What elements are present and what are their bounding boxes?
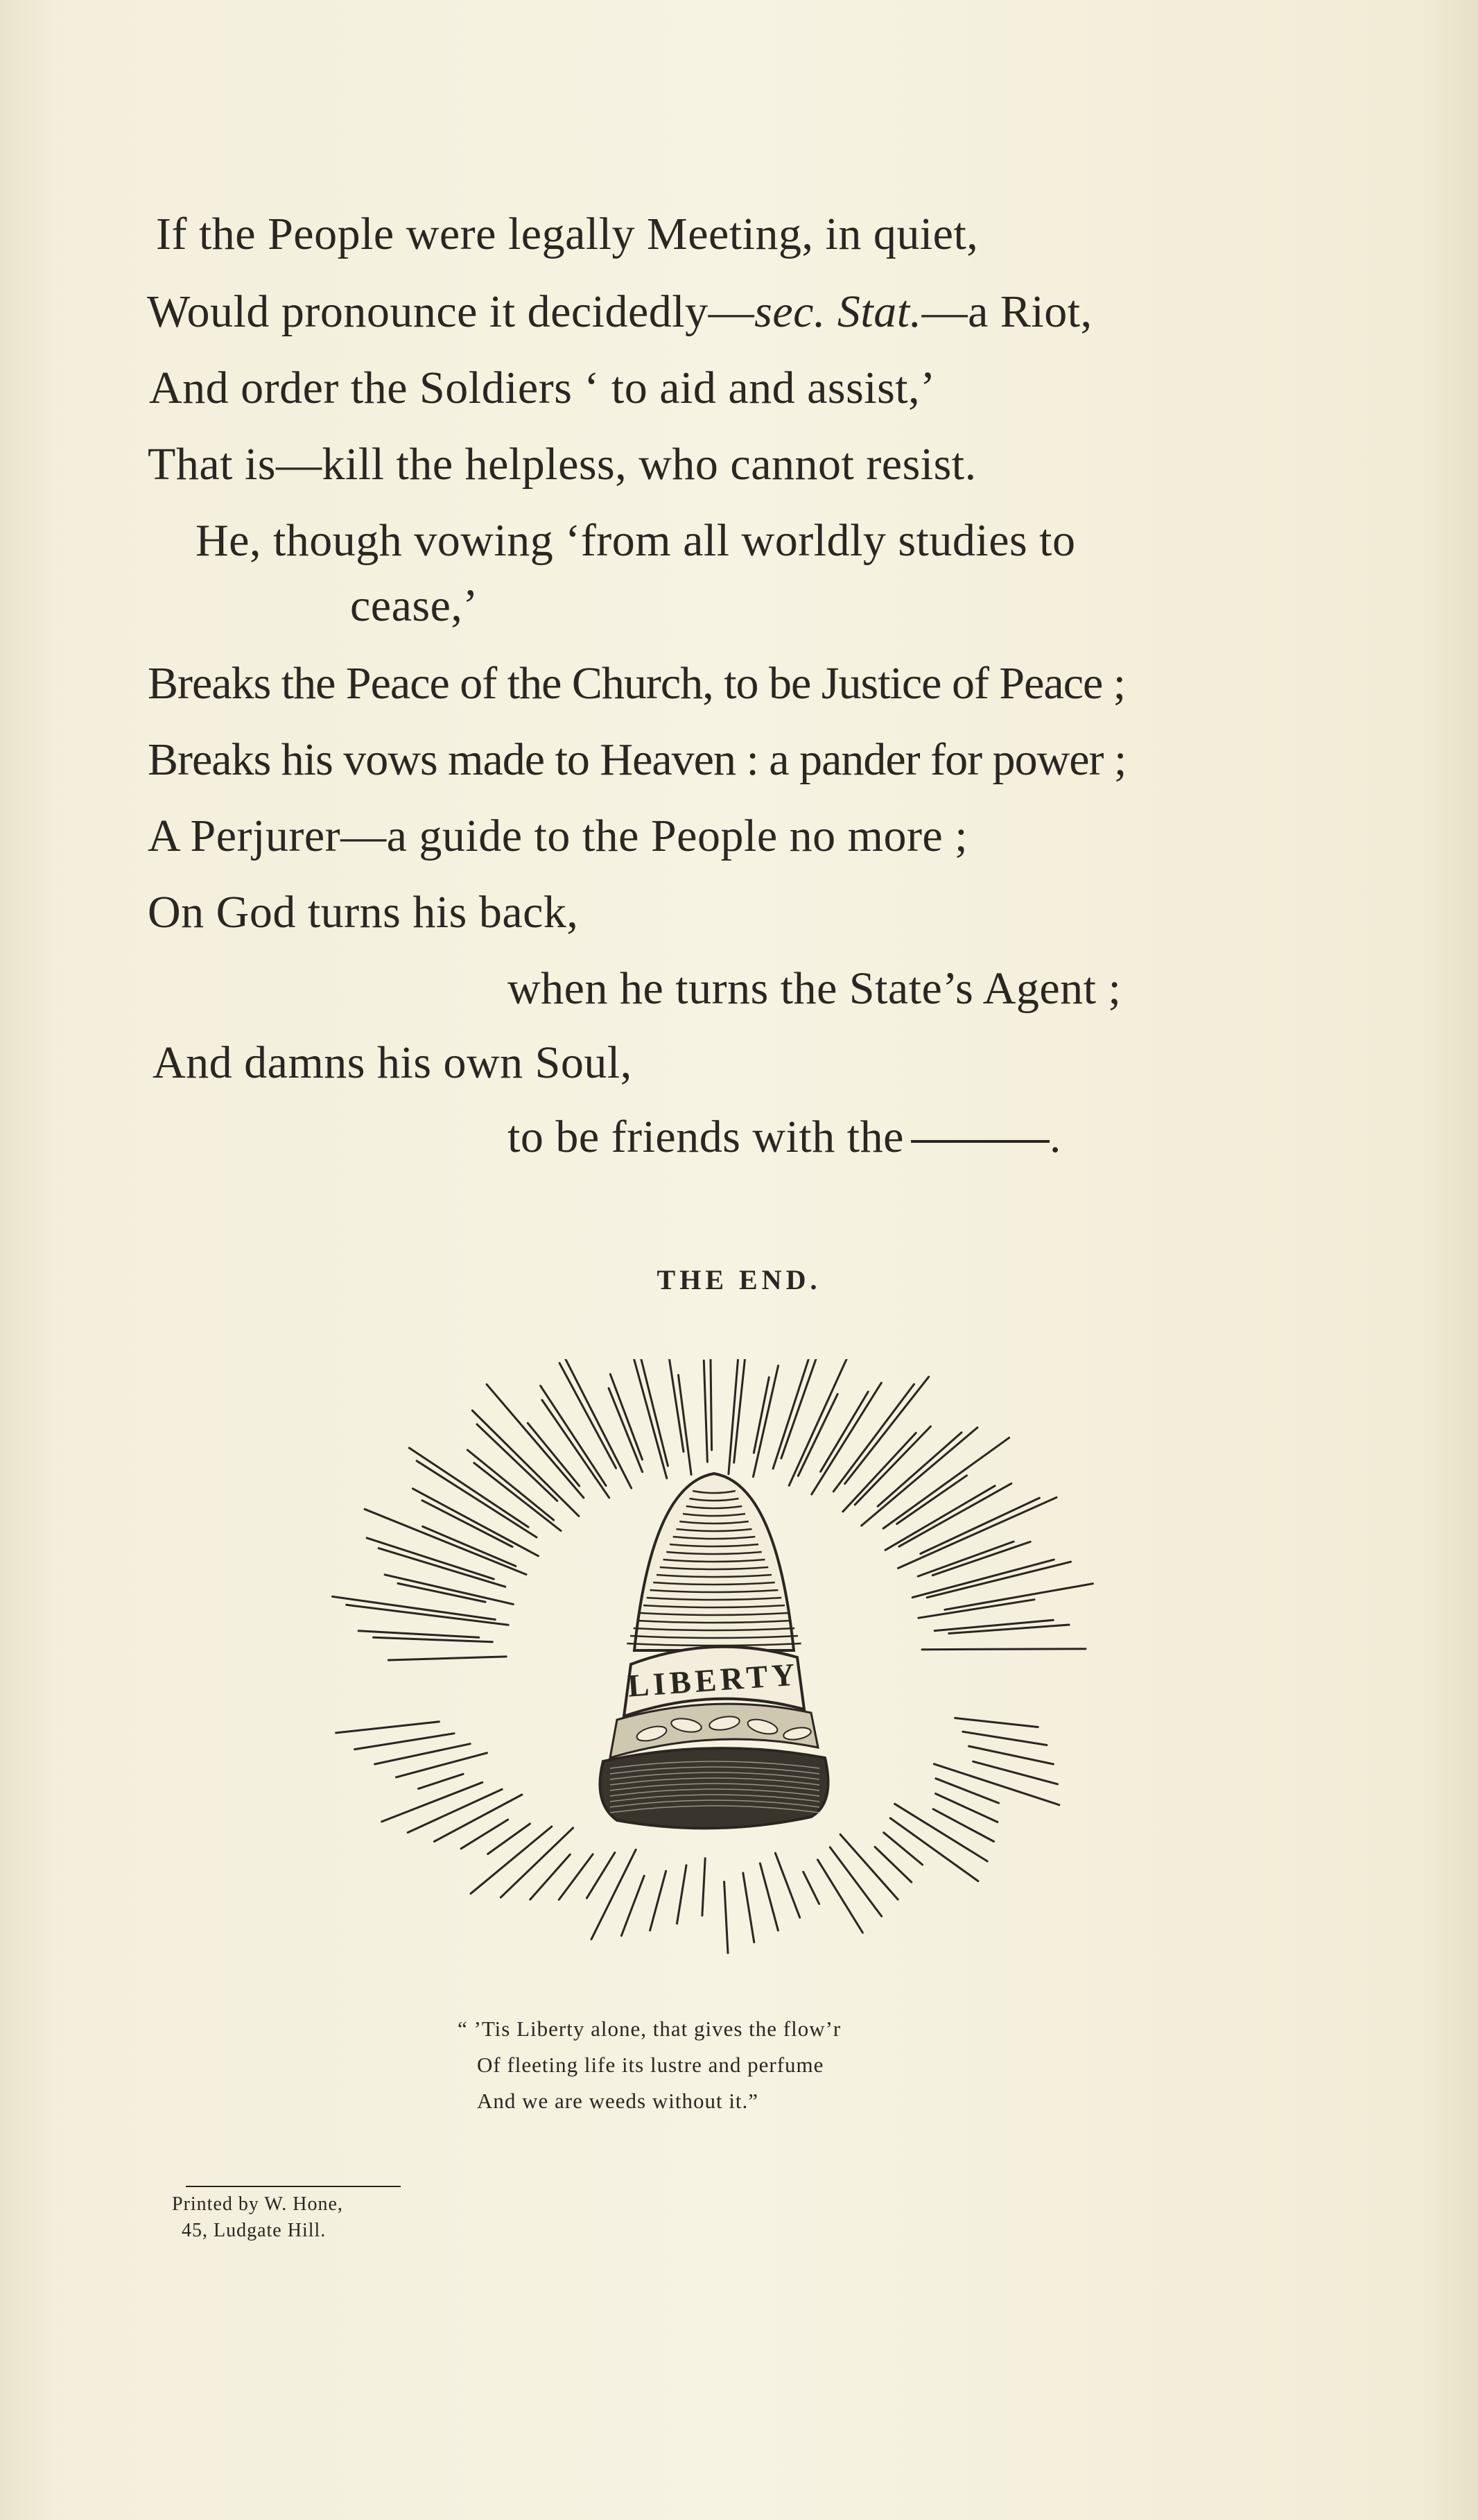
ray-stroke [419,1774,464,1788]
liberty-cap-engraving [326,1359,1102,1983]
poem-line-13-text: to be friends with the [507,1112,904,1162]
ray-stroke [586,1853,615,1899]
ray-stroke [833,1384,914,1492]
quote-line-2: Of fleeting life its lustre and perfume [477,2053,824,2077]
ray-stroke [408,1789,502,1832]
ray-stroke [845,1376,929,1483]
poem-line-1: If the People were legally Meeting, in quiet, [156,209,979,259]
epigraph-quote [458,2011,1012,2119]
ray-stroke [559,1363,616,1469]
ray-stroke [621,1876,644,1935]
ray-stroke [336,1722,440,1733]
ray-stroke [650,1871,666,1931]
ray-stroke [367,1538,494,1579]
ray-stroke [812,1383,882,1494]
ray-stroke [702,1858,705,1916]
ray-stroke [969,1746,1054,1764]
poem-line-8: Breaks his vows made to Heaven : a pander for power ; [148,734,1127,785]
poem-line-9: A Perjurer—a guide to the People no more ; [148,811,968,861]
ray-stroke [704,1361,707,1462]
imprint-line-2: 45, Ludgate Hill. [182,2220,327,2241]
ray-stroke [417,1461,537,1537]
poem-line-10: On God turns his back, [148,887,579,938]
ray-stroke [664,1359,684,1451]
ray-stroke [711,1359,712,1450]
ray-stroke [358,1631,479,1638]
poem-line-4: That is—kill the helpless, who cannot resist. [148,439,977,490]
imprint-rule [186,2186,401,2187]
ray-stroke [388,1657,506,1660]
ray-stroke [885,1486,995,1551]
poem-line-2 [147,286,1093,338]
ray-stroke [355,1734,454,1750]
blank-dash [911,1140,1050,1143]
ray-stroke [409,1448,528,1527]
poem-line-5: He, though vowing ‘from all worldly studies to [195,515,1076,566]
ray-stroke [333,1596,496,1619]
printer-imprint [172,2191,421,2244]
ray-stroke [591,1849,636,1939]
poem-line-2-part-a: Would pronounce it decidedly— [147,286,755,337]
ray-stroke [949,1625,1069,1634]
ray-stroke [743,1873,754,1942]
poem-line-2-citation: sec. Stat. [754,286,922,337]
ray-stroke [818,1860,863,1933]
quote-line-1: “ ’Tis Liberty alone, that gives the flow’r [458,2017,842,2041]
ray-stroke [919,1600,1034,1619]
ray-stroke [724,1882,728,1953]
ray-stroke [934,1620,1053,1630]
ray-stroke [541,1386,607,1485]
ray-stroke [609,1388,643,1472]
ray-stroke [435,1795,522,1842]
ray-stroke [821,1392,869,1472]
ray-stroke [789,1359,853,1485]
poem-line-7: Breaks the Peace of the Church, to be Justice of Peace ; [148,658,1126,709]
imprint-line-1: Printed by W. Hone, [172,2193,343,2215]
poem-line-6: cease,’ [350,580,478,631]
ray-stroke [803,1872,819,1904]
ray-stroke [382,1782,482,1822]
ray-stroke [963,1732,1047,1745]
poem-line-3: And order the Soldiers ‘ to aid and assist,’ [149,363,936,413]
ray-stroke [398,1583,485,1602]
poem-line-11: when he turns the State’s Agent ; [507,963,1122,1014]
ray-stroke [862,1428,977,1526]
poem-line-2-part-c: —a Riot, [921,286,1093,337]
ray-stroke [830,1847,881,1917]
quote-line-3: And we are weeds without it.” [477,2089,759,2113]
ray-stroke [754,1365,779,1476]
ray-stroke [912,1560,1054,1598]
liberty-cap-icon [600,1474,828,1828]
ray-stroke [897,1476,967,1524]
poem-line-12: And damns his own Soul, [153,1037,632,1088]
the-end-heading: THE END. [657,1264,821,1295]
poem-line-13-end: . [1049,1112,1061,1162]
ray-stroke [840,1834,898,1899]
ray-stroke [775,1853,799,1917]
ray-stroke [610,1374,642,1460]
ray-stroke [347,1605,508,1625]
ray-stroke [918,1542,1014,1576]
ray-stroke [922,1649,1086,1650]
ray-stroke [955,1718,1038,1727]
ray-stroke [933,1809,993,1842]
cap-label: LIBERTY [626,1656,801,1704]
ray-stroke [637,1359,668,1466]
ray-stroke [760,1863,778,1931]
ray-stroke [677,1865,687,1924]
poem-line-13 [507,1111,1061,1164]
